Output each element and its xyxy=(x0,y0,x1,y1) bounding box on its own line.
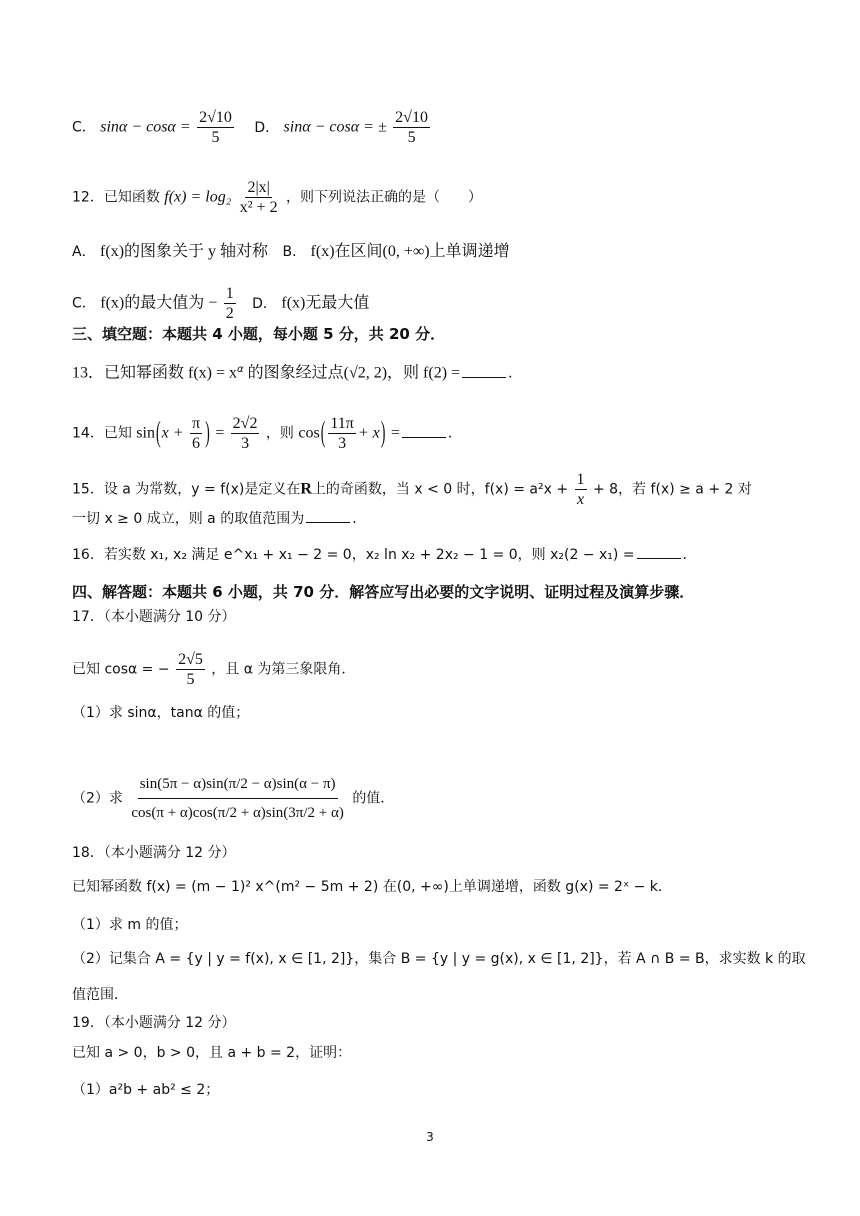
q12-option-b-text: f(x)在区间(0, +∞)上单调递增 xyxy=(310,243,510,260)
q15-answer-blank[interactable] xyxy=(306,508,350,523)
q13-answer-blank[interactable] xyxy=(462,363,506,378)
q13: 13．已知幂函数 $f(x) = x^\alpha$ 的图象经过点(√2, 2)，则 f(2) = ． xyxy=(72,364,523,382)
q12-option-c-text: f(x)的最大值为 − xyxy=(100,294,218,312)
q12-options-ab: A． f(x)的图象关于 y 轴对称 B． f(x)在区间(0, +∞)上单调递增 xyxy=(72,243,510,260)
q14: 14．已知 sin(x + $\frac{\pi}{6}$ ) = $\frac{2√2}{3}$ ，则 cos( $\frac{11\pi}{3}$ + x) = ． xyxy=(72,415,462,452)
q14-answer-blank[interactable] xyxy=(402,423,446,438)
section-4-title: 四、解答题：本题共 6 小题，共 70 分．解答应写出必要的文字说明、证明过程及演算步骤． xyxy=(72,583,695,601)
q17-part-1: （1）求 sinα，tanα 的值； xyxy=(72,705,250,721)
q11-option-c-expr: sinα − cosα = xyxy=(100,118,191,136)
q11-option-c-label: C． xyxy=(72,119,96,136)
q16: 16．若实数 x₁, x₂ 满足 e^x₁ + x₁ − 2 = 0，x₂ ln x₂ + 2x₂ − 1 = 0，则 x₂(2 − x₁) = ． xyxy=(72,544,697,565)
q12-option-d-text: f(x)无最大值 xyxy=(281,294,370,312)
q18-part-2-cont: 值范围． xyxy=(72,987,128,1003)
q12-stem-fraction: $\frac{2|x|}{\text{x² + 2}}$ xyxy=(239,179,278,216)
q12-stem: 12．已知函数 f(x) = log₂ $\frac{2|x|}{\text{x² + 2}}$ ，则下列说法正确的是（ ） xyxy=(72,179,483,216)
q18-header: 18．（本小题满分 12 分） xyxy=(72,845,236,861)
page-number: 3 xyxy=(426,1130,434,1144)
q12-options-cd: C． f(x)的最大值为 − $\frac{1}{2}$ D． f(x)无最大值 xyxy=(72,285,370,322)
q19-given: 已知 a > 0，b > 0，且 a + b = 2，证明： xyxy=(72,1045,352,1061)
q12-option-a-text: f(x)的图象关于 y 轴对称 xyxy=(100,243,269,260)
q19-header: 19．（本小题满分 12 分） xyxy=(72,1015,236,1031)
section-3-title: 三、填空题：本题共 4 小题，每小题 5 分，共 20 分． xyxy=(72,325,446,343)
q16-answer-blank[interactable] xyxy=(637,544,681,559)
q11-option-d-label: D． xyxy=(254,119,280,136)
q17-given: 已知 cosα = − $\frac{2√5}{5}$ ，且 α 为第三象限角． xyxy=(72,651,356,688)
q19-part-1: （1）a²b + ab² ≤ 2； xyxy=(72,1082,220,1098)
q17-part-2-fraction: $\frac{\sin(5\pi - \alpha)\sin(\pi/2 - \alpha)\sin(\alpha - \pi)}{\cos(\pi + \alpha)\cos(\pi/2 + \alpha)\sin(3\pi/2 + \alpha)}$ xyxy=(129,770,345,827)
q11-option-d-fraction: $\frac{2√10}{5}$ xyxy=(395,109,428,146)
q11-option-c-fraction: $\frac{2√10}{5}$ xyxy=(199,109,232,146)
q18-given: 已知幂函数 f(x) = (m − 1)² x^(m² − 5m + 2) 在(0, +∞)上单调递增，函数 g(x) = 2ˣ − k． xyxy=(72,879,672,895)
q15-line2: 一切 x ≥ 0 成立，则 a 的取值范围为 ． xyxy=(72,508,366,529)
q18-part-2: （2）记集合 A = {y | y = f(x), x ∈ [1, 2]}，集合 B = {y | y = g(x), x ∈ [1, 2]}，若 A ∩ B = B，求实数 k 的取 xyxy=(72,951,806,967)
q17-part-2: （2）求 $\frac{\sin(5\pi - \alpha)\sin(\pi/2 - \alpha)\sin(\alpha - \pi)}{\cos(\pi + \alpha)\cos(\pi/2 + \alpha)\sin(3\pi/2 + \alpha)}$ 的值． xyxy=(72,770,394,827)
q11-options-cd xyxy=(72,108,432,147)
q15-line1: 15．设 a 为常数，y = f(x)是定义在R上的奇函数，当 x < 0 时，f(x) = a²x + $\frac{1}{x}$ + 8，若 f(x) ≥ a + 2 对 xyxy=(72,471,752,508)
q18-part-1: （1）求 m 的值； xyxy=(72,917,188,933)
q17-header: 17．（本小题满分 10 分） xyxy=(72,609,236,625)
q11-option-d-expr: sinα − cosα = ± xyxy=(283,118,387,136)
